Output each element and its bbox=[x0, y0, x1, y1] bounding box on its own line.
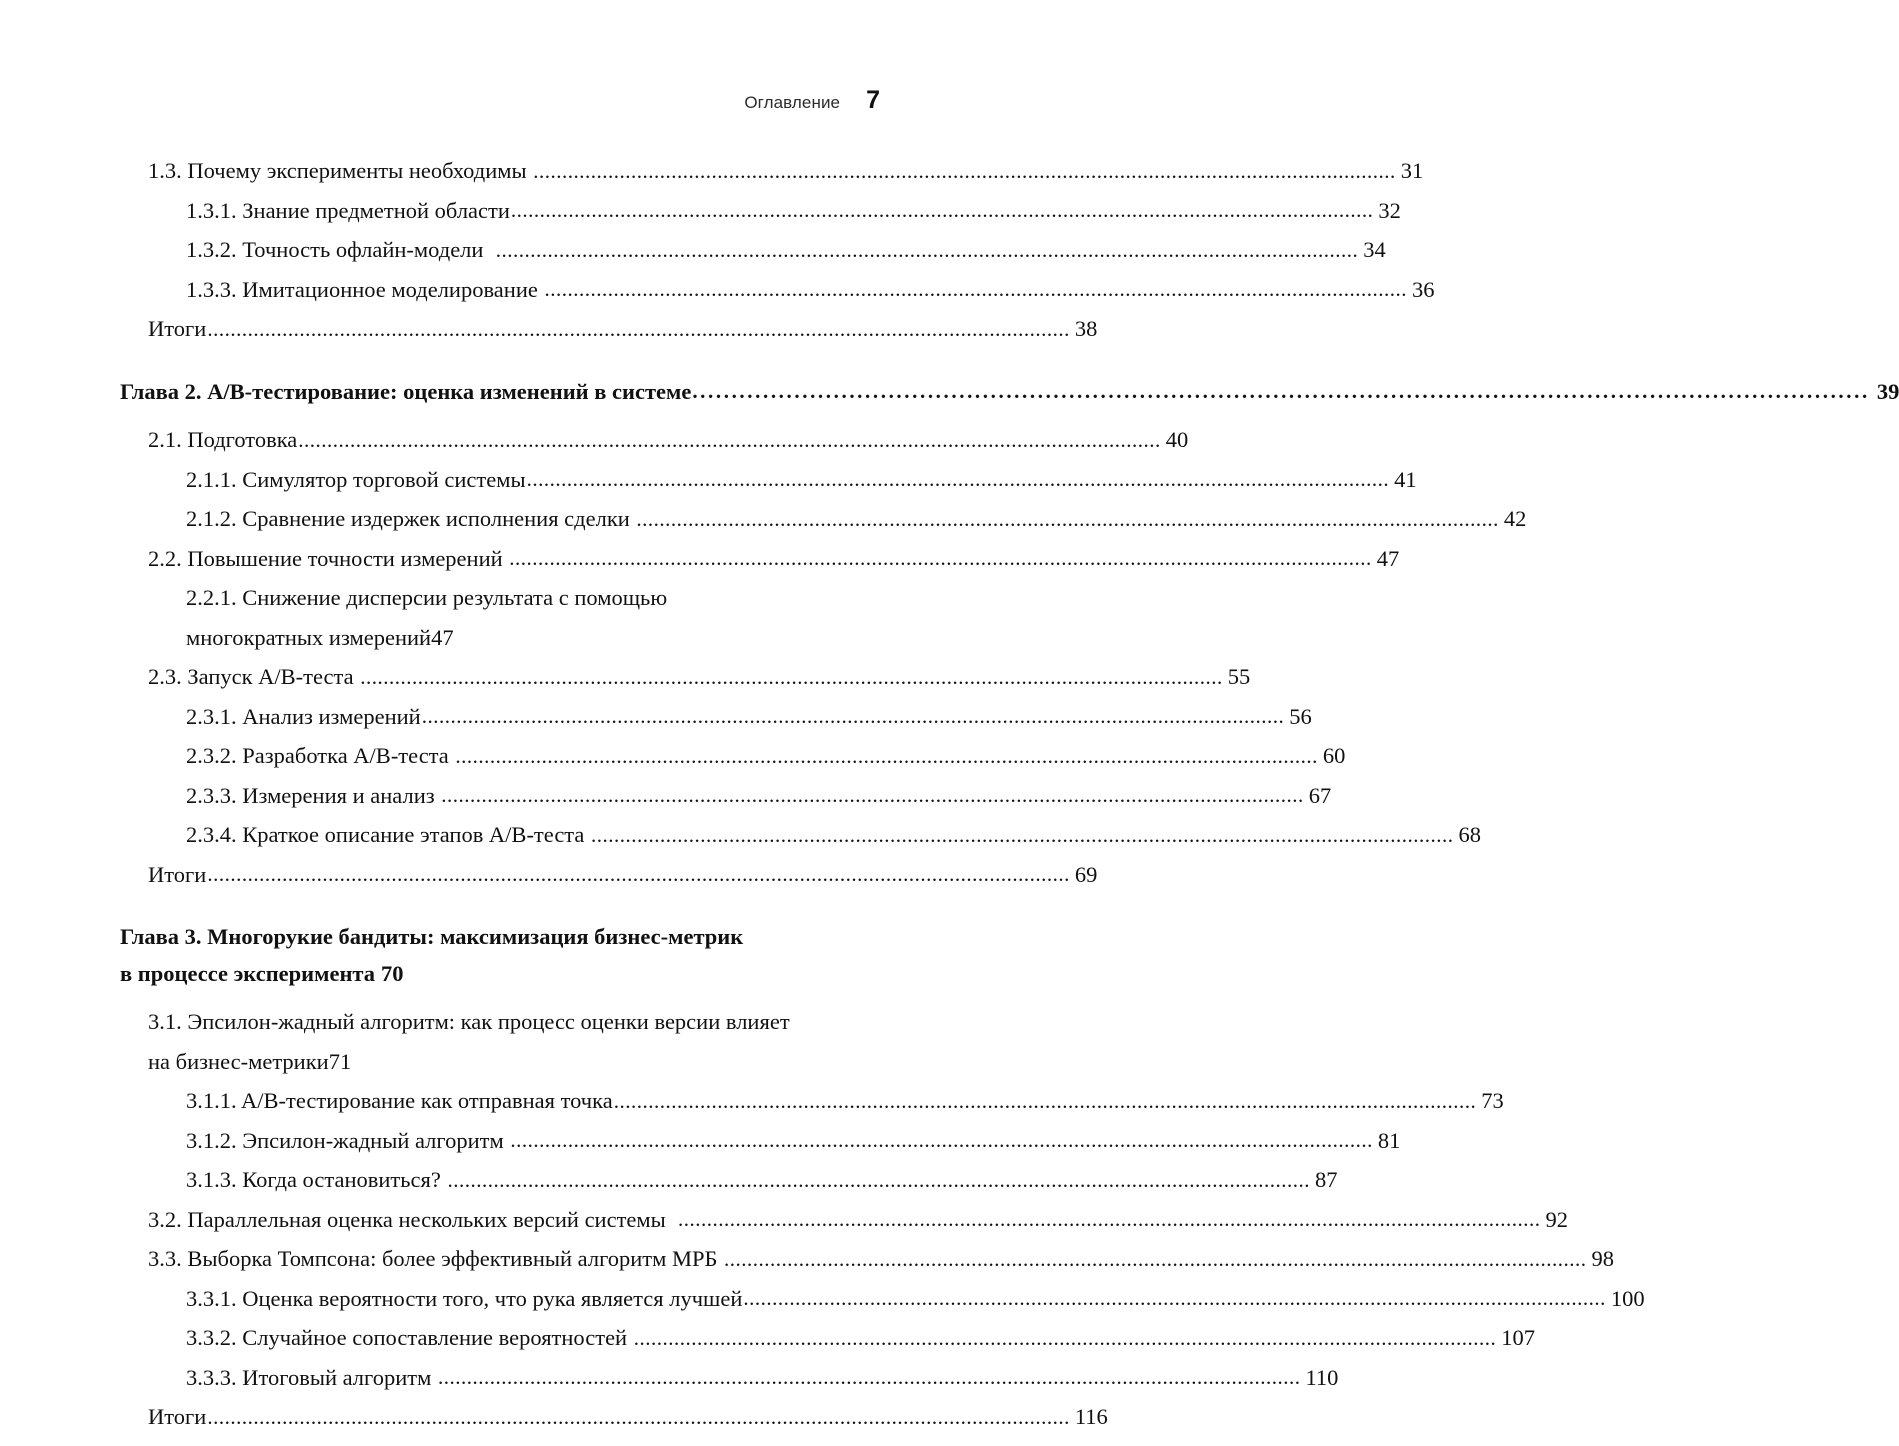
toc-entry-title: 3.2. Параллельная оценка нескольких версий системы bbox=[148, 1206, 678, 1232]
toc-entry-page-number: 81 bbox=[1377, 1127, 1401, 1153]
toc-entry-title-line-1: 3.1. Эпсилон-жадный алгоритм: как процесс оценки версии влияет bbox=[148, 1009, 790, 1034]
toc-entry-page-number: 92 bbox=[1545, 1206, 1569, 1232]
toc-entry-page-number: 87 bbox=[1314, 1167, 1338, 1192]
dot-leader bbox=[724, 1249, 1587, 1270]
toc-entry[interactable] bbox=[186, 822, 1482, 847]
toc-entry[interactable] bbox=[148, 1011, 880, 1073]
toc-entry-title: 3.1.2. Эпсилон-жадный алгоритм bbox=[186, 1127, 510, 1153]
toc-entry[interactable] bbox=[186, 703, 1312, 729]
toc-entry-title: 2.3.1. Анализ измерений bbox=[186, 703, 421, 729]
dot-leader bbox=[422, 706, 1285, 727]
toc-entry[interactable] bbox=[186, 276, 1435, 302]
toc-entry[interactable] bbox=[148, 545, 1400, 571]
dot-leader bbox=[447, 1170, 1310, 1191]
toc-entry-page-number: 41 bbox=[1394, 466, 1417, 492]
toc-entry[interactable] bbox=[148, 316, 1098, 341]
running-head-title: Оглавление bbox=[744, 93, 841, 112]
toc-entry-page-number: 110 bbox=[1305, 1364, 1339, 1390]
toc-entry-page-number: 68 bbox=[1458, 822, 1482, 847]
toc-entry-page-number: 36 bbox=[1411, 276, 1435, 302]
toc-entry-title: 3.3.1. Оценка вероятности того, что рука является лучшей bbox=[186, 1285, 743, 1311]
toc-entry-page-number: 98 bbox=[1591, 1246, 1615, 1271]
dot-leader bbox=[455, 746, 1318, 767]
dot-leader bbox=[441, 785, 1304, 806]
dot-leader bbox=[207, 1407, 1070, 1428]
toc-entry-page-number: 107 bbox=[1501, 1325, 1535, 1350]
toc-entry-page-number: 116 bbox=[1074, 1404, 1108, 1429]
toc-entry-title: 1.3.3. Имитационное моделирование bbox=[186, 276, 544, 302]
toc-entry-title: Итоги bbox=[148, 861, 207, 887]
toc-entry-page-number: 47 bbox=[431, 624, 454, 650]
toc-entry[interactable] bbox=[148, 158, 1424, 183]
toc-entry-page-number: 69 bbox=[1074, 861, 1098, 887]
dot-leader bbox=[509, 548, 1372, 569]
toc-entry[interactable] bbox=[186, 197, 1401, 223]
toc-entry-page-number: 73 bbox=[1481, 1088, 1504, 1113]
toc-chapter-entry[interactable] bbox=[120, 926, 880, 985]
toc-entry[interactable] bbox=[148, 427, 1189, 452]
toc-entry-page-number: 71 bbox=[328, 1048, 352, 1074]
dot-leader bbox=[544, 279, 1407, 300]
dot-leader bbox=[692, 381, 1870, 402]
toc-entry[interactable] bbox=[186, 1325, 1535, 1350]
toc-entry-page-number: 31 bbox=[1400, 158, 1424, 183]
dot-leader bbox=[636, 509, 1499, 530]
toc-entry-title: 2.1. Подготовка bbox=[148, 427, 298, 452]
toc-chapter-entry[interactable] bbox=[120, 378, 1899, 404]
toc-entry-page-number: 42 bbox=[1503, 506, 1527, 531]
toc-entry-title: 1.3. Почему эксперименты необходимы bbox=[148, 158, 533, 183]
toc-entry-title: 1.3.1. Знание предметной области bbox=[186, 197, 510, 223]
toc-entry[interactable] bbox=[148, 1404, 1108, 1429]
toc-entry-page-number: 56 bbox=[1289, 703, 1312, 729]
dot-leader bbox=[510, 1130, 1373, 1151]
toc-entry-page-number: 38 bbox=[1074, 316, 1098, 341]
toc-entry-title-line-2: в процессе эксперимента bbox=[120, 960, 375, 986]
toc-entry[interactable] bbox=[186, 466, 1417, 492]
dot-leader bbox=[678, 1209, 1541, 1230]
toc-entry-title: 3.1.3. Когда остановиться? bbox=[186, 1167, 447, 1192]
toc-entry-title: Итоги bbox=[148, 1404, 207, 1429]
toc-entry-page-number: 70 bbox=[380, 960, 404, 986]
toc-entry-page-number: 55 bbox=[1227, 664, 1251, 689]
dot-leader bbox=[207, 319, 1070, 340]
toc-entry-title-line-2-row bbox=[120, 960, 880, 986]
toc-entry[interactable] bbox=[148, 861, 1098, 887]
toc-entry-page-number: 67 bbox=[1308, 782, 1332, 808]
toc-entry-title: 2.3. Запуск A/B-теста bbox=[148, 664, 360, 689]
dot-leader bbox=[438, 1367, 1301, 1388]
toc-entry-title-line-2-row bbox=[148, 1048, 880, 1074]
toc-entry-title-line-2: многократных измерений bbox=[186, 624, 432, 650]
dot-leader bbox=[634, 1328, 1497, 1349]
dot-leader bbox=[614, 1091, 1477, 1112]
toc-entry-page-number: 39 bbox=[1876, 378, 1899, 404]
toc-entry-page-number: 100 bbox=[1610, 1285, 1645, 1311]
toc-entry[interactable] bbox=[186, 1167, 1338, 1192]
toc-entry[interactable] bbox=[186, 1088, 1504, 1113]
toc-entry-title: 2.1.2. Сравнение издержек исполнения сделки bbox=[186, 506, 636, 531]
toc-entry-title: 2.2. Повышение точности измерений bbox=[148, 545, 509, 571]
toc-entry[interactable] bbox=[186, 1285, 1645, 1311]
toc-entry-title: 2.3.2. Разработка A/B-теста bbox=[186, 743, 455, 768]
toc-entry-page-number: 32 bbox=[1378, 197, 1401, 223]
running-head bbox=[744, 86, 880, 115]
toc-entry[interactable] bbox=[186, 506, 1527, 531]
dot-leader bbox=[591, 825, 1454, 846]
toc-entry-title-line-1: 2.2.1. Снижение дисперсии результата с помощью bbox=[186, 585, 668, 610]
toc-entry-title: 3.1.1. A/B-тестирование как отправная точка bbox=[186, 1088, 613, 1113]
dot-leader bbox=[496, 240, 1359, 261]
toc-entry-title: 3.3. Выборка Томпсона: более эффективный алгоритм МРБ bbox=[148, 1246, 724, 1271]
toc-entry[interactable] bbox=[186, 743, 1346, 768]
toc-entry[interactable] bbox=[148, 1246, 1615, 1271]
toc-entry[interactable] bbox=[186, 237, 1386, 262]
dot-leader bbox=[511, 200, 1374, 221]
toc-entry-title: 1.3.2. Точность офлайн-модели bbox=[186, 237, 495, 262]
toc-entry-title: 3.3.3. Итоговый алгоритм bbox=[186, 1364, 437, 1390]
toc-entry[interactable] bbox=[148, 664, 1251, 689]
running-head-page-number: 7 bbox=[866, 86, 880, 114]
toc-entry-title-line-2-row bbox=[186, 624, 880, 650]
dot-leader bbox=[207, 864, 1070, 885]
toc-entry-title: Глава 2. A/B-тестирование: оценка изменений в системе bbox=[120, 378, 692, 404]
toc-entry-title-line-2: на бизнес-метрики bbox=[148, 1048, 329, 1074]
toc-entry[interactable] bbox=[186, 587, 880, 649]
dot-leader bbox=[533, 161, 1396, 182]
dot-leader bbox=[527, 469, 1390, 490]
toc-entry-title: 2.3.4. Краткое описание этапов A/B-теста bbox=[186, 822, 591, 847]
dot-leader bbox=[360, 667, 1223, 688]
toc-entry-page-number: 47 bbox=[1376, 545, 1400, 571]
toc-entry-title: 2.1.1. Симулятор торговой системы bbox=[186, 466, 526, 492]
toc-entry-page-number: 34 bbox=[1363, 237, 1386, 262]
dot-leader bbox=[743, 1288, 1606, 1309]
dot-leader bbox=[298, 430, 1161, 451]
toc-entry-page-number: 60 bbox=[1322, 743, 1346, 768]
toc-entry[interactable] bbox=[186, 1364, 1339, 1390]
table-of-contents-list bbox=[120, 158, 1899, 1446]
toc-entry-title: 2.3.3. Измерения и анализ bbox=[186, 782, 441, 808]
toc-entry-title: Итоги bbox=[148, 316, 207, 341]
toc-entry[interactable] bbox=[186, 1127, 1401, 1153]
toc-entry-page-number: 40 bbox=[1165, 427, 1189, 452]
toc-entry[interactable] bbox=[148, 1206, 1569, 1232]
toc-entry[interactable] bbox=[186, 782, 1332, 808]
toc-entry-title: 3.3.2. Случайное сопоставление вероятностей bbox=[186, 1325, 633, 1350]
toc-entry-title-line-1: Глава 3. Многорукие бандиты: максимизация бизнес-метрик bbox=[120, 924, 744, 949]
